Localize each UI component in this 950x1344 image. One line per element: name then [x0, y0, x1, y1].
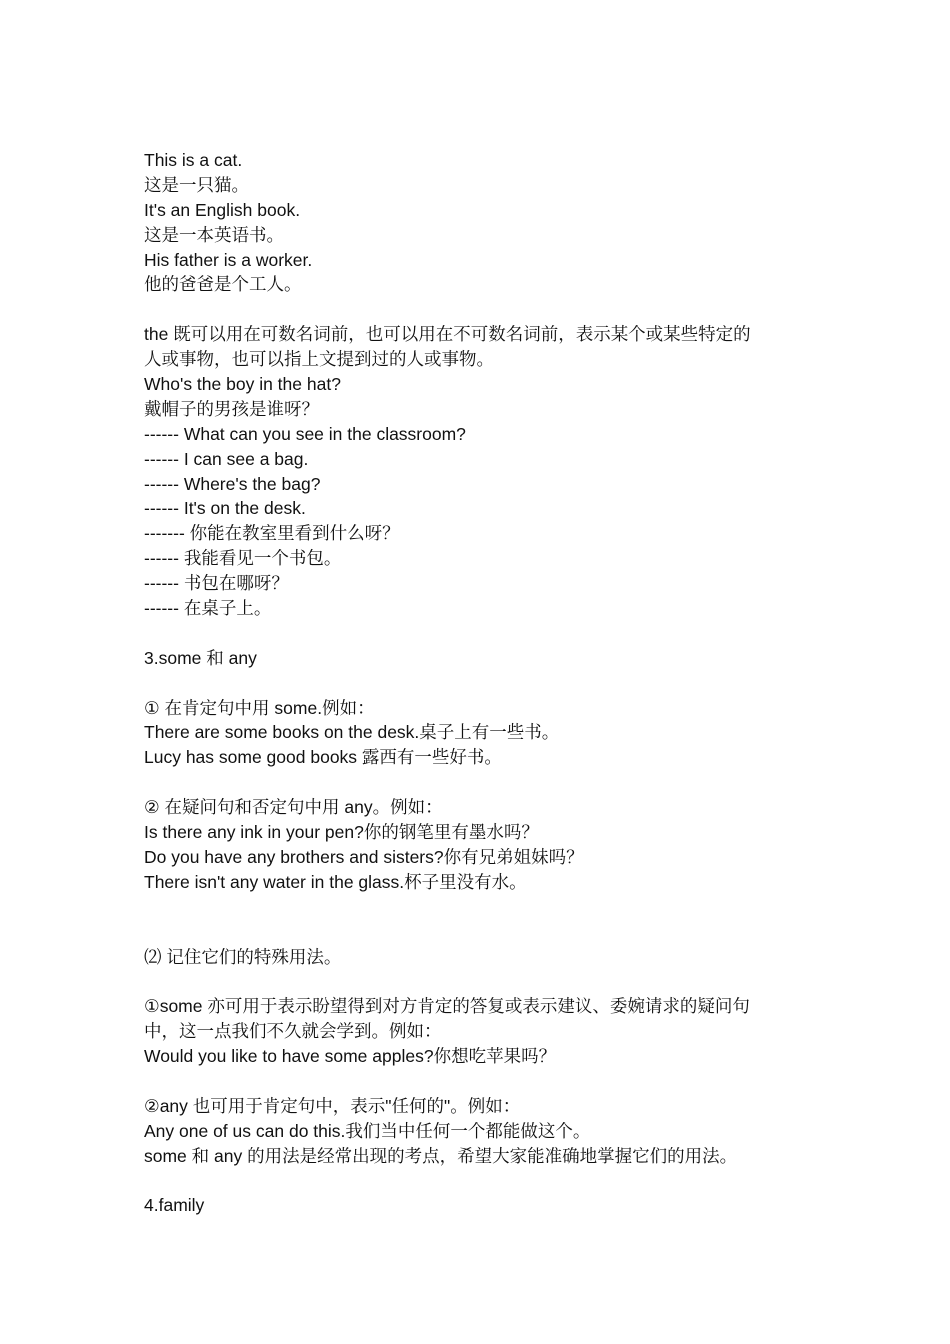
text-line: 他的爸爸是个工人。	[144, 274, 302, 295]
dialogue-line: ------ It's on the desk.	[144, 498, 306, 519]
text-line: 中，这一点我们不久就会学到。例如：	[144, 1021, 442, 1042]
dialogue-line: ------ 书包在哪呀？	[144, 573, 289, 594]
text-line: ② 在疑问句和否定句中用 any。例如：	[144, 797, 443, 818]
dialogue-line: ------ I can see a bag.	[144, 448, 309, 469]
text-line: His father is a worker.	[144, 249, 313, 270]
text-line: Would you like to have some apples?你想吃苹果吗？	[144, 1046, 557, 1067]
blank-line	[144, 1069, 824, 1094]
text-line: 这是一只猫。	[144, 174, 249, 195]
text-line: Lucy has some good books 露西有一些好书。	[144, 747, 502, 768]
text-line: There isn't any water in the glass.杯子里没有水。	[144, 871, 527, 892]
blank-line	[144, 895, 824, 920]
text-line: ① 在肯定句中用 some.例如：	[144, 697, 375, 718]
blank-line	[144, 1169, 824, 1194]
dialogue-line: ------ 在桌子上。	[144, 598, 272, 619]
text-line: Any one of us can do this.我们当中任何一个都能做这个。	[144, 1120, 591, 1141]
blank-line	[144, 671, 824, 696]
text-line: It's an English book.	[144, 199, 301, 220]
blank-line	[144, 621, 824, 646]
text-line: There are some books on the desk.桌子上有一些书。	[144, 722, 560, 743]
blank-line	[144, 297, 824, 322]
document-page	[144, 148, 824, 1218]
text-line: Do you have any brothers and sisters?你有兄弟姐妹吗？	[144, 846, 584, 867]
blank-line	[144, 969, 824, 994]
text-line: ①some 亦可用于表示盼望得到对方肯定的答复或表示建议、委婉请求的疑问句	[144, 996, 750, 1017]
text-line: ⑵ 记住它们的特殊用法。	[144, 946, 342, 967]
section-heading: 3.some 和 any	[144, 647, 257, 668]
text-line: some 和 any 的用法是经常出现的考点，希望大家能准确地掌握它们的用法。	[144, 1145, 738, 1166]
blank-line	[144, 920, 824, 945]
text-line: the 既可以用在可数名词前，也可以用在不可数名词前，表示某个或某些特定的	[144, 324, 751, 345]
text-line: Who's the boy in the hat?	[144, 374, 341, 395]
dialogue-line: ------ 我能看见一个书包。	[144, 548, 342, 569]
text-line: This is a cat.	[144, 150, 243, 170]
text-line: Is there any ink in your pen?你的钢笔里有墨水吗？	[144, 822, 539, 843]
dialogue-line: ------ Where's the bag?	[144, 473, 321, 494]
text-line: 戴帽子的男孩是谁呀？	[144, 398, 319, 419]
text-line: ②any 也可用于肯定句中，表示"任何的"。例如：	[144, 1095, 521, 1116]
text-line: 人或事物，也可以指上文提到过的人或事物。	[144, 349, 494, 370]
blank-line	[144, 770, 824, 795]
dialogue-line: ------- 你能在教室里看到什么呀？	[144, 523, 400, 544]
dialogue-line: ------ What can you see in the classroom?	[144, 423, 466, 444]
text-line: 这是一本英语书。	[144, 224, 284, 245]
section-heading: 4.family	[144, 1195, 205, 1216]
